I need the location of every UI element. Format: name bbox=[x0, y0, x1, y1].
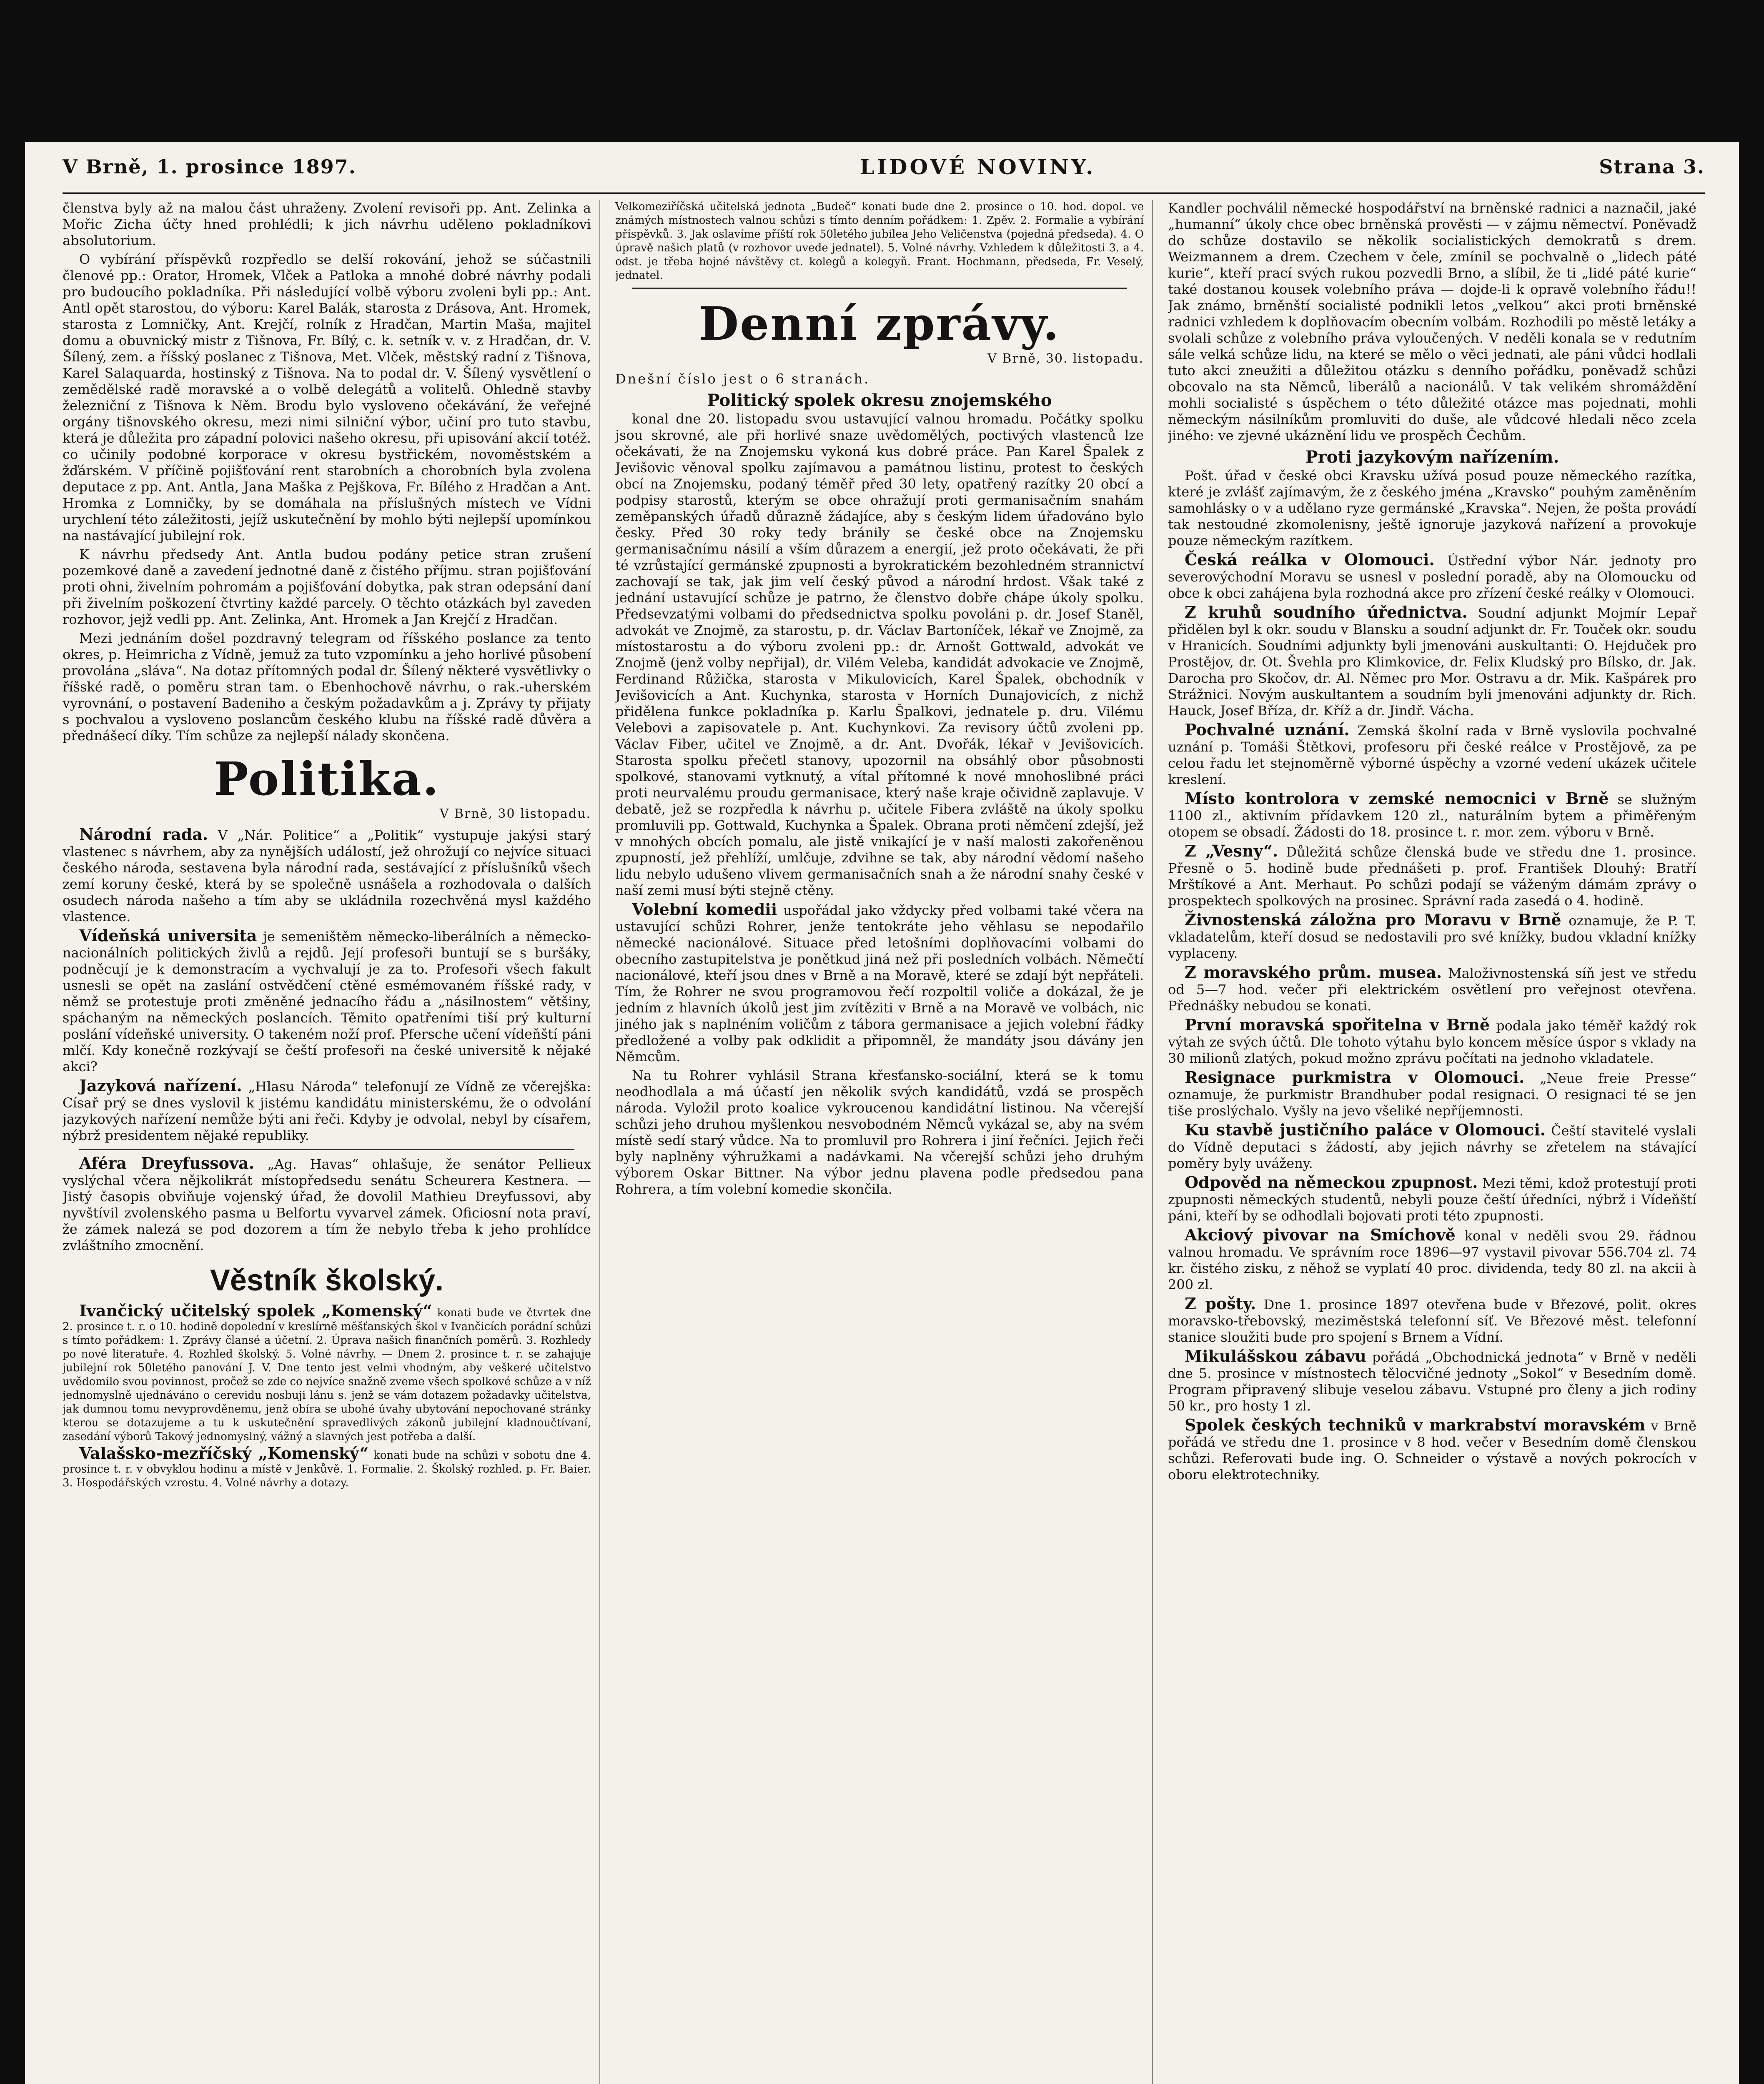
section-title-denni-zpravy: Denní zprávy. bbox=[699, 297, 1060, 351]
item-text: Důležitá schůze členská bude ve středu dne 1. prosince. Přesně o 5. hodině bude přednášeti p. prof. František Dlouhý: Bratří Mrštíkové a Ant. Merhaut. Po schůzi podají se váženým dámám zprávy o prospektech spolkových na prosinec. Správní rada zasedá o 4. hodině. bbox=[1168, 844, 1697, 909]
masthead-title: LIDOVÉ NOVINY. bbox=[859, 154, 1096, 179]
item-text: „Ag. Havas“ ohlašuje, že senátor Pellieux vyslýchal včera nějkolikrát místopředsedu senátu Scheurera Kestnera. — Jistý časopis obviňuje vojenský úřad, že dovolil Mathieu Dreyfussovi, aby nyvštívil zvolenského pasma u Belfortu vyvarvel zámek. Oficiosní nota praví, že zámek nalezá se pod dozorem a tím že nebylo třeba k jeho prohlídce zvláštního zmocnění. bbox=[63, 1156, 591, 1253]
item-text: Dne 1. prosince 1897 otevřena bude v Březové, polit. okres moravsko-třebovský, meziměstská telefonní síť. Ve Březové měst. telefonní stanice sloužiti bude pro spojení s Brnem a Vídní. bbox=[1168, 1297, 1697, 1345]
masthead-date: V Brně, 1. prosince 1897. bbox=[63, 155, 356, 178]
item-heading: Mikulášskou zábavu bbox=[1185, 1347, 1366, 1365]
item-text: v Brně pořádá ve středu dne 1. prosince v 8 hod. večer v Besedním domě členskou schůzi. Referovati bude ing. O. Schneider o výstavě a nových pokrocích v oboru elektrotechniky. bbox=[1168, 1418, 1697, 1483]
masthead bbox=[63, 142, 1705, 194]
paragraph: Mezi jednáním došel pozdravný telegram od říšského poslance za tento okres, p. Heimricha z Vídně, jemuž za tuto vzpomínku a jeho horlivé působení provolána „sláva“. Na dotaz přítomných podal dr. Šílený některé vysvětlivky o říšské radě, o poměru stran tam. o Ebenhochově návrhu, o rak.-uherském vyrovnání, o postavení Badeniho a českým požadavkům a j. Zprávy ty přijaty s pochvalou a vysloveno poslancům českého klubu na říšské radě důvěra a přednášecí díky. Tím schůze za nejlepší nálady skončena. bbox=[63, 630, 591, 744]
section-dateline: V Brně, 30. listopadu. bbox=[987, 351, 1144, 366]
item-text: Pošt. úřad v české obci Kravsku užívá posud pouze německého razítka, které je zvlášť zajímavým, že z českého jména „Kravsko“ pouhým zaměněním samohlásky o v a udělano ryze germánské „Kravska“. Nejen, že pošta provádí tak nestoudné zkomolenisny, ještě ignoruje jazyková nařízení a provokuje pouze německým razítkem. bbox=[1168, 468, 1696, 549]
item-text: pořádá „Obchodnická jednota“ v Brně v neděli dne 5. prosince v místnostech tělocvičné jednoty „Sokol“ v Besedním domě. Program připravený slibuje veselou zábavu. Vstupné pro členy a jich rodiny 50 kr., pro hosty 1 zl. bbox=[1168, 1349, 1697, 1414]
section-title-vestnik: Věstník školský. bbox=[210, 1264, 444, 1297]
paragraph: K návrhu předsedy Ant. Antla budou podány petice stran zrušení pozemkové daně a zavedení jednotné daně z čistého příjmu. stran pojišťování proti ohni, živelním pohromám a pojišťování dobytka, pak stran odepsání daní při živelním poškození čtvrtiny každé parcely. O těchto otázkách byl zaveden rozhovor, jejž vedli pp. Ant. Zelinka, Ant. Hromek a Jan Krejčí z Hradčan. bbox=[63, 546, 591, 627]
divider bbox=[632, 288, 1127, 289]
column-2 bbox=[615, 200, 1153, 2084]
item-heading: Živnostenská záložna pro Moravu v Brně bbox=[1185, 910, 1561, 929]
item-heading: Resignace purkmistra v Olomouci. bbox=[1185, 1068, 1525, 1087]
paragraph: Velkomeziříčská učitelská jednota „Budeč“ konati bude dne 2. prosince o 10. hod. dopol. ve známých místnostech valnou schůzi s tímto denním pořádkem: 1. Zpěv. 2. Formalie a vybírání příspěvků. 3. Jak oslavíme příští rok 50letého jubilea Jeho Veličenstva (pojedná předseda). 4. O úpravě našich platů (v rozhovor uvede jednatel). 5. Volné návrhy. Vzhledem k důležitosti 3. a 4. odst. je třeba hojné návštěvy ct. kolegů a kolegyň. Frant. Hochmann, předseda, Fr. Veselý, jednatel. bbox=[615, 200, 1144, 282]
item-text: Ústřední výbor Nár. jednoty pro severovýchodní Moravu se usnesl v poslední poradě, aby na Olomoucku od obce k obci zahájena byla rozhodná akce pro zřízení české reálky v Olomouci. bbox=[1168, 553, 1697, 601]
item-heading: Odpověd na německou zpupnost. bbox=[1185, 1173, 1478, 1192]
item-heading: Politický spolek okresu znojemského bbox=[707, 391, 1052, 410]
item-text: „Hlasu Národa“ telefonují ze Vídně ze včerejška: Císař prý se dnes vyslovil k jistému kandidátu ministerskému, že o odvolání jazykových nařízení nemůže býti ani řeči. Kdyby je odvolal, nebyl by císařem, nýbrž presidentem nějaké republiky. bbox=[63, 1079, 591, 1143]
column-3 bbox=[1168, 200, 1705, 2084]
section-title-politika: Politika. bbox=[213, 752, 440, 806]
scan-border-right bbox=[1739, 0, 1764, 2084]
item-heading: Národní rada. bbox=[79, 825, 208, 844]
column-1 bbox=[63, 200, 600, 2084]
item-text: oznamuje, že P. T. vkladatelům, kteří dosud se nedostavili pro své knížky, budou vkladní knížky vyplaceny. bbox=[1168, 913, 1697, 961]
item-text: Zemská školní rada v Brně vyslovila pochvalné uznání p. Tomáši Štětkovi, profesoru při české reálce v Prostějově, za pe celou řadu let stejnoměrně výborné úspěchy a vzorné vedení ukázek učitele kreslení. bbox=[1168, 723, 1697, 787]
newspaper-page bbox=[25, 142, 1739, 2084]
item-heading: Proti jazykovým nařízením. bbox=[1305, 447, 1559, 467]
item-heading: Místo kontrolora v zemské nemocnici v Brně bbox=[1185, 789, 1609, 808]
item-heading: Ku stavbě justičního paláce v Olomouci. bbox=[1185, 1120, 1546, 1139]
notice: Dnešní číslo jest o 6 stranách. bbox=[615, 371, 870, 387]
item-text: konal dne 20. listopadu svou ustavující valnou hromadu. Počátky spolku jsou skrovné, ale při horlivé snaze uvědomělých, poctivých vlastenců lze očekávati, že na Znojemsku vykoná kus dobré práce. Pan Karel Špalek z Jevišovic věnoval spolku zajímavou a památnou listinu, protest to českých obcí na Znojemsku, podaný téměř před 30 lety, opatřený razítky 20 obcí a podpisy starostů, kterým se obce ohražují proti germanisačním snahám zeměpanských úřadů důrazně žádajíce, aby s českým lidem úřadováno bylo česky. Před 30 roky tedy bránily se české obce na Znojemsku germanisačnímu násilí a vším důrazem a energií, jež proto očekávati, že při té vzrůstající germánské zpupnosti a byrokratickém bezohledném strannictví zachovají se tak, jak jim velí český původ a národní hrdost. Však také z jednání ustavující schůze je patrno, že členstvo dobře chápe úkoly spolku. Předsevzatými volbami do předsednictva spolku povoláni p. dr. Josef Staněl, advokát ve Znojmě, za starostu, p. dr. Václav Bartoníček, lékař ve Znojmě, za místostarostu a do výboru zvoleni pp.: dr. Arnošt Gottwald, advokát ve Znojmě (jenž volby nepřijal), dr. Vilém Veleba, kandidát advokacie ve Znojmě, Ferdinand Růžička, starosta v Mikulovicích, Karel Špalek, obchodník v Jevišovicích a Ant. Kuchynka, starosta v Horních Dunajovicích, z nichž přidělena funkce pokladníka p. Karlu Špalkovi, jednatele p. dru. Vilému Velebovi a zapisovatele p. Ant. Kuchynkovi. Za revisory účtů zvoleni pp. Václav Fiber, učitel ve Znojmě, a dr. Ant. Dvořák, lékař v Jevišovicích. Starosta spolku přečetl stanovy, upozornil na obsáhlý obor působnosti spolkové, stanovami vytknutý, a vítal přítomné k nové mnohoslibné práci proti neurvalému proudu germanisace, který naše kraje očividně zaplavuje. V debatě, jež se rozpředla k návrhu p. učitele Fibera zvláště na úkoly spolku promluvili pp. Gottwald, Kuchynka a Špalek. Obrana proti němčení zdejší, jež v mnohých obcích pomalu, ale jistě vnikající je v naší malosti zakořeněnou zpupností, jež přehlíží, umlčuje, zdvihne se tak, aby národní vědomí našeho lidu nebylo udušeno vlivem germanisačních snah a že národní snahy české v naší zemi musí býti stejně ctěny. bbox=[615, 411, 1144, 898]
item-text: Soudní adjunkt Mojmír Lepař přidělen byl k okr. soudu v Blansku a soudní adjunkt dr. Fr. Touček okr. soudu v Hranicích. Soudními adjunkty byli jmenováni auskultanti: O. Hejduček pro Prostějov, dr. Ot. Švehla pro Klimkovice, dr. Felix Kludský pro Bílsko, dr. Jak. Darocha pro Skočov, dr. Al. Němec pro Mor. Ostravu a dr. Mik. Kašpárek pro Strážnici. Novým auskultantem a soudním byli jmenováni adjunkty dr. Rich. Hauck, Josef Bříza, dr. Kříž a dr. Jindř. Vácha. bbox=[1168, 605, 1697, 719]
item-text: je semeništěm německo-liberálních a německo-nacionálních politických živlů a rejdů. Její profesoři buntují se s buršáky, podněcují je k demonstracím a vychvalují je za to. Profesoři všech fakult usnesli se opět na zaslání ostvědčení ctěné esmémovaném říšské rady, v němž se protestuje proti změněné jednacího řádu a „násilnostem“ většiny, spáchaným na německých poslancích. Těmito opatřeními tiší prý kulturní poslání vídeňské university. O takeném noží prof. Pfersche učení vídeňští páni mlčí. Kdy konečně rozkývají se čeští profesoři na české universitě k nějaké akci? bbox=[63, 929, 591, 1075]
item-heading: Spolek českých techniků v markrabství moravském bbox=[1185, 1415, 1646, 1434]
item-text: „Neue freie Presse“ oznamuje, že purkmistr Brandhuber podal resignaci. O resignaci té se jen tiše proslýchalo. Vyšly na jevo všeliké nepříjemnosti. bbox=[1168, 1070, 1696, 1119]
item-heading: První moravská spořitelna v Brně bbox=[1185, 1015, 1490, 1034]
item-text: uspořádal jako vždycky před volbami také včera na ustavující schůzi Rohrer, jenže tentokráte jeho věhlasu se nepodařilo německé nacionálové. Situace před letošními doplňovacími volbami do obecního zastupitelstva je ponětkud jiná než při posledních volbách. Němečtí nacionálové, kteří jsou dnes v Brně a na Moravě, které se zdají být nepřáteli. Tím, že Rohrer ne svou programovou řečí rozpoltil voliče a dokázal, že je jedním z hlavních úkolů jest jim zvítěziti v Brně a na Moravě ve volbách, nic jiného jak s naplnéním voličům z tábora germanisace a jejich volební řádky předložené a volby pak odklidit a připomněl, že mandáty jsou dávány jen Němcům. bbox=[615, 902, 1144, 1065]
item-heading: Akciový pivovar na Smíchově bbox=[1185, 1225, 1456, 1244]
paragraph: Kandler pochválil německé hospodářství na brněnské radnici a naznačil, jaké „humanní“ úkoly chce obec brněnská prověsti — v zájmu němectví. Poněvadž do schůze dostavilo se několik socialistických demokratů s drem. Weizmannem a drem. Czechem v čele, zmínil se pochvalně o „lidech páté kurie“, kteří prací svých rukou pozvedli Brno, a slíbil, že ti „lidé páté kurie“ také dostanou kousek volebního práva — dojde-li k opravě volebního řádu!! Jak známo, brněnští socialisté podnikli letos „velkou“ akci proti brněnské radnici vzhledem k doplňovacím obecním volbám. Rozhodili po městě letáky a svolali schůze z volebního práva vyloučených. V neděli konala se v redutním sále velká schůze lidu, na které se mělo o věci jednati, ale páni vůdci hodlali tuto akci zneužiti a důležitou otázku s denního pořádku, poněvadž schůzi obcovalo na sta Němců, liberálů a nacionálů. V tak velikém shromáždění mohli socialisté s úspěchem o této důležité otázce mas pojednati, mohli německým násilníkům promluviti do duše, ale vůdcové hledali něco zcela jiného: ve zjevné ukáznění lidu ve prospěch Čechům. bbox=[1168, 200, 1696, 443]
item-text: V „Nár. Politice“ a „Politik“ vystupuje jakýsi starý vlastenec s návrhem, aby za nynějších událostí, jež ohrožují co nejvíce situaci českého národa, sestavena byla národní rada, sestávající z příslušníků všech zemí koruny české, která by se společně usnášela a rozhodovala o dalších osudech národa našeho a tím aby se ukládnila rozechvěná mysl každého vlastence. bbox=[63, 827, 591, 924]
item-heading: Volební komedii bbox=[632, 900, 777, 919]
item-text: Na tu Rohrer vyhlásil Strana křesťansko-sociální, která se k tomu neodhodlala a má účastí jen několik svých kandidátů, vzdá se prospěch národa. Vyložil proto koalice vykroucenou kandidátní listinou. Na včerejší schůzi jeho druhou myšlenkou nesvobodném Němců vykázal se, aby na svém místě sedí starý vůdce. Na to promluvil pro Rohrera i jiní řečníci. Jejich řeči byly naplněny výhružkami a nadávkami. Na včerejší schůzi jeho druhým výborem Oskar Bittner. Na výbor jednu plavena podle předsedou pana Rohrera, a tím volební komedie skončila. bbox=[615, 1067, 1144, 1197]
item-heading: Jazyková nařízení. bbox=[79, 1076, 242, 1095]
item-text: Čeští stavitelé vyslali do Vídně deputaci s žádostí, aby jejich návrhy se zřetelem na stávající poměry byly uváženy. bbox=[1168, 1123, 1697, 1171]
item-heading: Z pošty. bbox=[1185, 1294, 1256, 1313]
item-text: se služným 1100 zl., aktivním přídavkem 120 zl., naturálním bytem a přiměřeným otopem se obsadí. Žádosti do 18. prosince t. r. mor. zem. výboru v Brně. bbox=[1168, 792, 1696, 840]
divider bbox=[79, 1149, 574, 1150]
item-heading: Valašsko-mezříčský „Komenský“ bbox=[79, 1444, 369, 1463]
item-text: konal v neděli svou 29. řádnou valnou hromadu. Ve správním roce 1896—97 vystavil pivovar 556.704 zl. 74 kr. čistého zisku, z něhož se vyplatí 40 proc. dividenda, tedy 80 zl. na akcii à 200 zl. bbox=[1168, 1228, 1697, 1292]
item-heading: Z kruhů soudního úřednictva. bbox=[1185, 603, 1468, 621]
item-text: podala jako téměř každý rok výtah ze svých účtů. Dle tohoto výtahu bylo koncem měsíce úspor s vklady na 30 milionů zlatých, pokud možno zprávu počítati na jednoho vkladatele. bbox=[1168, 1018, 1696, 1066]
section-dateline: V Brně, 30 listopadu. bbox=[439, 807, 591, 821]
item-heading: Česká reálka v Olomouci. bbox=[1185, 550, 1435, 569]
item-text: konati bude ve čtvrtek dne 2. prosince t. r. o 10. hodině dopolední v kreslírně měšťanských škol v Ivančicích porádní schůzi s tímto pořádkem: 1. Zprávy člansé a účetní. 2. Úprava našich finančních poměrů. 3. Rozhledy po nové literatuře. 4. Rozhled školský. 5. Volné návrhy. — Dnem 2. prosince t. r. se zahajuje jubilejní rok 50letého panování J. V. Dne tento jest velmi vhodným, aby veškeré učitelstvo uvědomilo svou povinnost, pročež se zde co nejvíce snažně zveme všech spolkové schůze a v níž jednomyslně ujednáváno o cerevidu nosbuji lánu s. jenž se vám dotazem požadavky učitelstva, jak dumnou tomu nevyprovděnemu, jenž obíra se ubohé úvahy ubytování nepochované stránky kterou se dotazujeme a tu k uskutečnění spravedlivých zákonů jubilejní kladnoučtívaní, zasedání výborů Takový jednomyslný, vážný a slavných jest potřeba a další. bbox=[63, 1307, 591, 1443]
scan-border-left bbox=[0, 0, 25, 2084]
item-text: konati bude na schůzi v sobotu dne 4. prosince t. r. v obvyklou hodinu a místě v Jenkůvě. 1. Formalie. 2. Školský rozhled. p. Fr. Baier. 3. Hospodářských vzrostu. 4. Volné návrhy a dotazy. bbox=[63, 1449, 591, 1489]
item-text: Maloživnostenská síň jest ve středu od 5—7 hod. večer při elektrickém osvětlení pro veřejnost otevřena. Přednášky nebudou se konati. bbox=[1168, 965, 1696, 1014]
item-heading: Aféra Dreyfussova. bbox=[79, 1154, 254, 1172]
item-heading: Pochvalné uznání. bbox=[1185, 720, 1350, 739]
item-text: Mezi těmi, kdož protestují proti zpupnosti německých studentů, nebyli pouze čeští úředníci, nýbrž i Vídeňští páni, kteří by se odhodlali bojovati proti této zpupnosti. bbox=[1168, 1175, 1697, 1224]
article-columns bbox=[63, 200, 1705, 2084]
item-heading: Z „Vesny“. bbox=[1185, 842, 1278, 860]
item-heading: Ivančický učitelský spolek „Komenský“ bbox=[79, 1301, 432, 1320]
item-heading: Z moravského prům. musea. bbox=[1185, 963, 1442, 982]
masthead-page: Strana 3. bbox=[1599, 155, 1705, 178]
item-heading: Vídeňská universita bbox=[79, 926, 257, 945]
paragraph: členstva byly až na malou část uhraženy. Zvolení revisoři pp. Ant. Zelinka a Mořic Zicha účty hned prohlédli; k jich návrhu uděleno pokladníkovi absolutorium. bbox=[63, 200, 591, 248]
paragraph: O vybírání příspěvků rozpředlo se delší rokování, jehož se súčastnili členové pp.: Orator, Hromek, Vlček a Patloka a mnohé dobré návrhy podali pro budoucího pokladníka. Při následující volbě výboru zvoleni byli pp.: Ant. Antl opět starostou, do výboru: Karel Balák, starosta z Drásova, Ant. Hromek, starosta z Lomničky, Ant. Krejčí, rolník z Hradčan, Martin Maša, majitel domu a obuvnický mistr z Tišnova, Fr. Bílý, c. k. setník v. v. z Hradčan, dr. V. Šílený, zem. a říšský poslanec z Tišnova, Met. Vlček, městský radní z Tišnova, Karel Salaquarda, hostinský z Tišnova. Na to podal dr. V. Šílený vysvětlení o zemědělské radě moravské a o volbě delegátů a volitelů. Ohledně stavby železniční z Tišnova k Něm. Brodu bylo vysloveno očekávání, že veřejné orgány tišnovského okresu, mezi nimi silniční výbor, učiní pro tuto stavbu, která je důležita pro západní polovici našeho okresu, při upisování akcií totéž. co učinily podobné korporace v okresu bystřickém, novoměstském a žďárském. V příčině pojišťování rent starobních a chorobních byla zvolena deputace z pp. Ant. Antla, Jana Maška z Pejškova, Fr. Bílého z Hradčan a Ant. Hromka z Lomničky, by se domáhala na příslušných místech ve Vídni urychlení této záležitosti, jejíž uskutečnění by mohlo býti nejlepší upomínkou na nastávající jubilejní rok. bbox=[63, 251, 591, 544]
